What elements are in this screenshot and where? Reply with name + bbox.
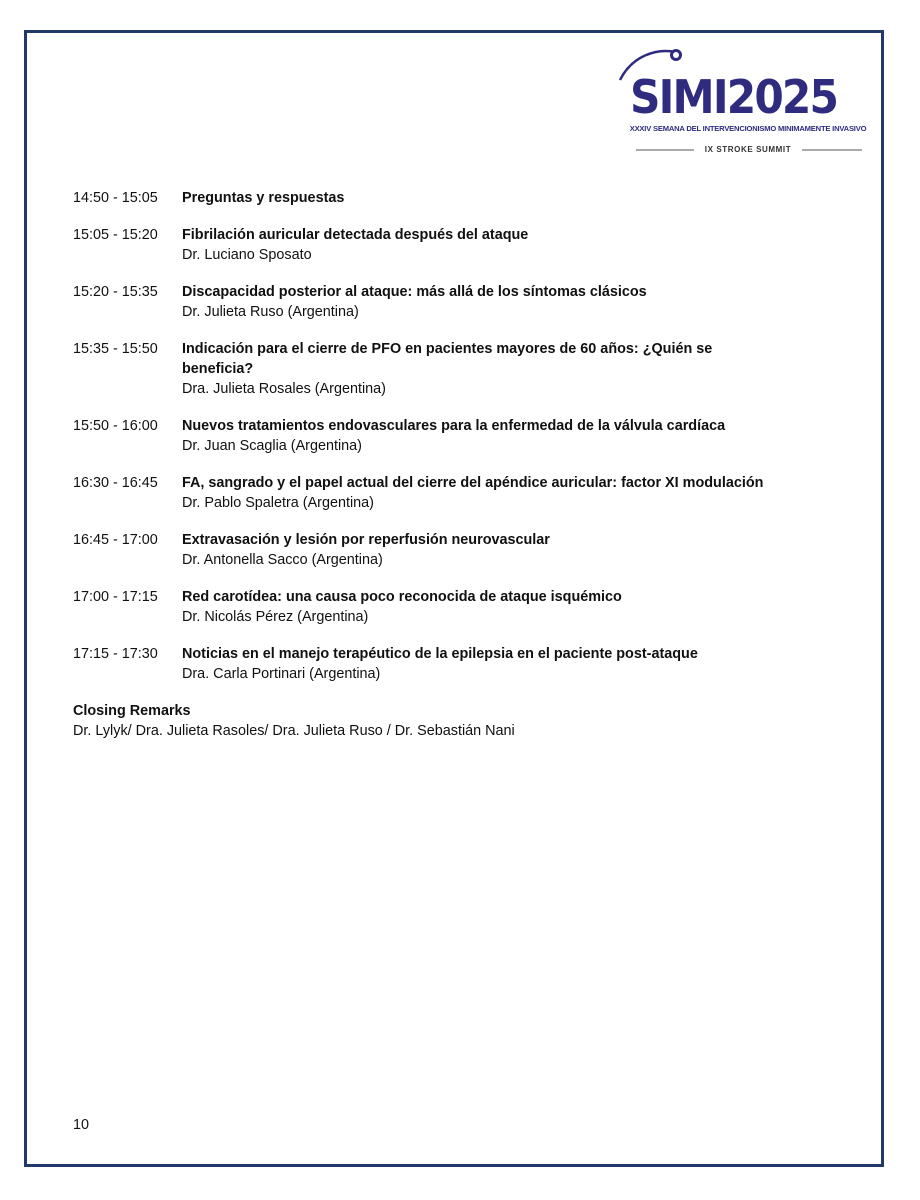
session-title: Red carotídea: una causa poco reconocida de ataque isquémico (182, 589, 622, 605)
session-time: 14:50 - 15:05 (73, 190, 158, 206)
page-number: 10 (73, 1117, 90, 1133)
session-row (73, 587, 853, 627)
logo-summit-label: IX STROKE SUMMIT (704, 145, 792, 154)
session-speaker: Dr. Nicolás Pérez (Argentina) (182, 609, 369, 625)
session-title: Indicación para el cierre de PFO en pacientes mayores de 60 años: ¿Quién se beneficia? (182, 341, 713, 377)
session-body (182, 530, 853, 570)
session-body (182, 416, 853, 456)
session-title: Fibrilación auricular detectada después del ataque (182, 227, 529, 243)
logo-subtitle: XXXIV SEMANA DEL INTERVENCIONISMO MINIMAMENTE INVASIVO (629, 124, 867, 133)
session-speaker: Dra. Carla Portinari (Argentina) (182, 666, 381, 682)
session-row (73, 473, 853, 513)
session-speaker: Dra. Julieta Rosales (Argentina) (182, 381, 386, 397)
session-time: 17:00 - 17:15 (73, 589, 158, 605)
session-row (73, 339, 853, 399)
session-body (182, 225, 853, 265)
session-row (73, 416, 853, 456)
session-speaker: Dr. Julieta Ruso (Argentina) (182, 304, 359, 320)
session-time: 16:45 - 17:00 (73, 532, 158, 548)
session-row (73, 530, 853, 570)
session-body (182, 282, 853, 322)
session-title: Preguntas y respuestas (182, 190, 345, 206)
session-speaker: Dr. Pablo Spaletra (Argentina) (182, 495, 374, 511)
session-body (182, 644, 853, 684)
session-row (73, 188, 853, 208)
session-title: Discapacidad posterior al ataque: más allá de los síntomas clásicos (182, 284, 647, 300)
simi2025-logo (610, 46, 868, 158)
closing-remarks (73, 701, 853, 741)
session-time: 16:30 - 16:45 (73, 475, 158, 491)
session-title: Extravasación y lesión por reperfusión neurovascular (182, 532, 550, 548)
session-title: FA, sangrado y el papel actual del cierre del apéndice auricular: factor XI modulación (182, 475, 764, 491)
session-time: 15:20 - 15:35 (73, 284, 158, 300)
session-row (73, 282, 853, 322)
session-speaker: Dr. Juan Scaglia (Argentina) (182, 438, 362, 454)
session-body (182, 339, 742, 399)
session-title: Nuevos tratamientos endovasculares para la enfermedad de la válvula cardíaca (182, 418, 726, 434)
session-body (182, 473, 853, 513)
logo-title: SIMI2025 (630, 70, 838, 124)
session-speaker: Dr. Antonella Sacco (Argentina) (182, 552, 383, 568)
session-body (182, 188, 853, 208)
session-row (73, 225, 853, 265)
session-speaker: Dr. Luciano Sposato (182, 247, 312, 263)
session-body (182, 587, 853, 627)
session-row (73, 644, 853, 684)
closing-remarks-speakers: Dr. Lylyk/ Dra. Julieta Rasoles/ Dra. Julieta Ruso / Dr. Sebastián Nani (73, 723, 515, 739)
session-time: 17:15 - 17:30 (73, 646, 158, 662)
session-time: 15:50 - 16:00 (73, 418, 158, 434)
session-time: 15:05 - 15:20 (73, 227, 158, 243)
session-title: Noticias en el manejo terapéutico de la epilepsia en el paciente post-ataque (182, 646, 698, 662)
session-time: 15:35 - 15:50 (73, 341, 158, 357)
schedule (73, 188, 853, 741)
closing-remarks-title: Closing Remarks (73, 703, 191, 719)
